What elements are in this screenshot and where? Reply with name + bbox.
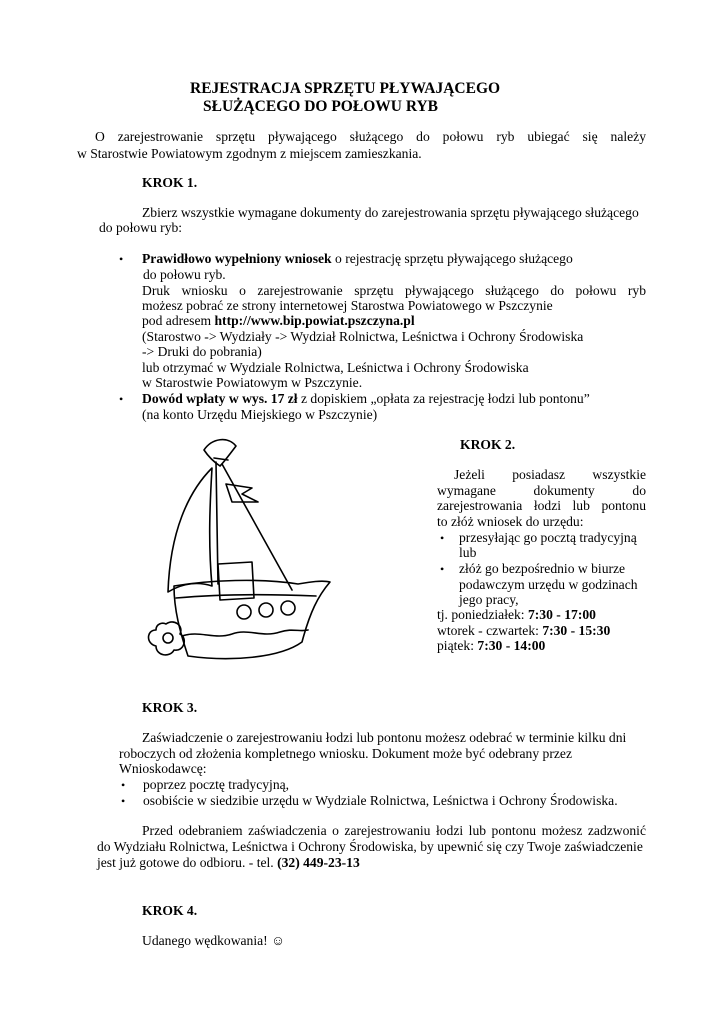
- page-title-line-1: REJESTRACJA SPRZĘTU PŁYWAJĄCEGO: [190, 80, 501, 97]
- phone-number: (32) 449-23-13: [277, 855, 360, 870]
- krok3-heading: KROK 3.: [142, 700, 198, 715]
- krok1-bullet-1-bold: Prawidłowo wypełniony wniosek: [142, 251, 332, 266]
- hours-monday: [437, 607, 596, 623]
- krok1-heading: KROK 1.: [142, 175, 198, 190]
- krok2-line-1: Jeżeli posiadasz wszystkie: [454, 467, 646, 482]
- boat-rope: [222, 464, 292, 590]
- bullet-icon: •: [121, 794, 126, 808]
- intro-line-2: w Starostwie Powiatowym zgodnym z miejscem zamieszkania.: [77, 146, 422, 161]
- bullet-icon: •: [119, 392, 124, 406]
- hours-friday: [437, 638, 545, 654]
- boat-sail-left: [168, 468, 212, 592]
- porthole-3: [281, 601, 295, 615]
- krok1-bullet-1-line-5: [142, 313, 415, 329]
- krok1-bullet-1-line-1: [142, 251, 573, 267]
- intro-line-1: O zarejestrowanie sprzętu pływającego służącego do połowu ryb ubiegać się należy: [95, 129, 646, 144]
- hours-tue-thu-label: wtorek - czwartek:: [437, 623, 543, 638]
- hours-tue-thu-value: 7:30 - 15:30: [542, 623, 611, 638]
- krok3-para-2-line-2: do Wydziału Rolnictwa, Leśnictwa i Ochrony Środowiska, by upewnić się czy Twoje zaświadczenie: [97, 839, 643, 854]
- starostwo-url-link[interactable]: http://www.bip.powiat.pszczyna.pl: [214, 313, 415, 328]
- krok3-phone-prefix: jest już gotowe do odbioru. - tel.: [97, 855, 278, 870]
- hours-friday-value: 7:30 - 14:00: [477, 638, 546, 653]
- hours-tue-thu: [437, 623, 610, 639]
- krok1-para-line-1: Zbierz wszystkie wymagane dokumenty do zarejestrowania sprzętu pływającego służącego: [142, 205, 639, 220]
- krok1-bullet-2-bold: Dowód wpłaty w wys. 17 zł: [142, 391, 298, 406]
- krok1-bullet-1-line-9: w Starostwie Powiatowym w Pszczynie.: [142, 375, 363, 390]
- boat-hull: [174, 580, 330, 658]
- krok2-bullet-2-line-3: jego pracy,: [459, 592, 519, 607]
- krok2-bullet-2-line-1: złóż go bezpośrednio w biurze: [459, 561, 626, 576]
- krok1-bullet-1-line-7: -> Druki do pobrania): [142, 344, 262, 359]
- krok2-bullet-2-line-2: podawczym urzędu w godzinach: [459, 577, 638, 592]
- krok1-bullet-1-line-6: (Starostwo -> Wydziały -> Wydział Rolnictwa, Leśnictwa i Ochrony Środowiska: [142, 329, 584, 344]
- hours-monday-label: tj. poniedziałek:: [437, 607, 528, 622]
- krok1-url-prefix: pod adresem: [142, 313, 215, 328]
- krok2-line-2: wymagane dokumenty do: [437, 483, 646, 498]
- page-title-line-2: SŁUŻĄCEGO DO POŁOWU RYB: [203, 98, 438, 115]
- boat-top-flag: [204, 440, 236, 466]
- krok3-para-2-line-3: [97, 855, 360, 871]
- bullet-icon: •: [440, 531, 445, 545]
- krok3-bullet-1: poprzez pocztę tradycyjną,: [143, 777, 290, 792]
- krok2-heading: KROK 2.: [460, 437, 516, 452]
- krok1-bullet-1-line-4: możesz pobrać ze strony internetowej Starostwa Powiatowego w Pszczynie: [142, 298, 553, 313]
- krok1-bullet-1-line-3: Druk wniosku o zarejestrowanie sprzętu pływającego służącego do połowu ryb: [142, 283, 646, 298]
- krok1-bullet-1-line-8: lub otrzymać w Wydziale Rolnictwa, Leśnictwa i Ochrony Środowiska: [142, 360, 529, 375]
- krok2-line-4: to złóż wniosek do urzędu:: [437, 514, 584, 529]
- porthole-2: [259, 603, 273, 617]
- bullet-icon: •: [121, 778, 126, 792]
- krok2-line-3: zarejestrowania łodzi lub pontonu: [437, 498, 646, 513]
- krok1-bullet-2-rest: z dopiskiem „opłata za rejestrację łodzi lub pontonu”: [297, 391, 590, 406]
- krok1-bullet-1-rest: o rejestrację sprzętu pływającego służącego: [331, 251, 573, 266]
- krok4-heading: KROK 4.: [142, 903, 198, 918]
- bullet-icon: •: [119, 252, 124, 266]
- hours-monday-value: 7:30 - 17:00: [527, 607, 596, 622]
- krok4-text: Udanego wędkowania! ☺: [142, 933, 285, 948]
- hours-friday-label: piątek:: [437, 638, 478, 653]
- krok3-para-1-line-2: roboczych od złożenia kompletnego wniosku. Dokument może być odebrany przez: [119, 746, 572, 761]
- krok3-para-2-line-1: Przed odebraniem zaświadczenia o zarejestrowaniu łodzi lub pontonu możesz zadzwonić: [142, 823, 646, 838]
- boat-illustration: [140, 432, 352, 672]
- bullet-icon: •: [440, 562, 445, 576]
- krok1-para-line-2: do połowu ryb:: [99, 220, 183, 235]
- krok1-bullet-2-line-2: (na konto Urzędu Miejskiego w Pszczynie): [142, 407, 378, 422]
- krok3-para-1-line-1: Zaświadczenie o zarejestrowaniu łodzi lub pontonu możesz odebrać w terminie kilku dni: [142, 730, 627, 745]
- krok2-bullet-1-line-1: przesyłając go pocztą tradycyjną: [459, 530, 637, 545]
- krok1-bullet-2-line-1: [142, 391, 590, 407]
- porthole-1: [237, 605, 251, 619]
- krok3-para-1-line-3: Wnioskodawcę:: [119, 761, 207, 776]
- krok2-bullet-1-line-2: lub: [459, 545, 477, 560]
- boat-waterline: [182, 630, 308, 636]
- krok1-bullet-1-line-2: do połowu ryb.: [143, 267, 226, 282]
- krok3-bullet-2: osobiście w siedzibie urzędu w Wydziale Rolnictwa, Leśnictwa i Ochrony Środowiska.: [143, 793, 618, 808]
